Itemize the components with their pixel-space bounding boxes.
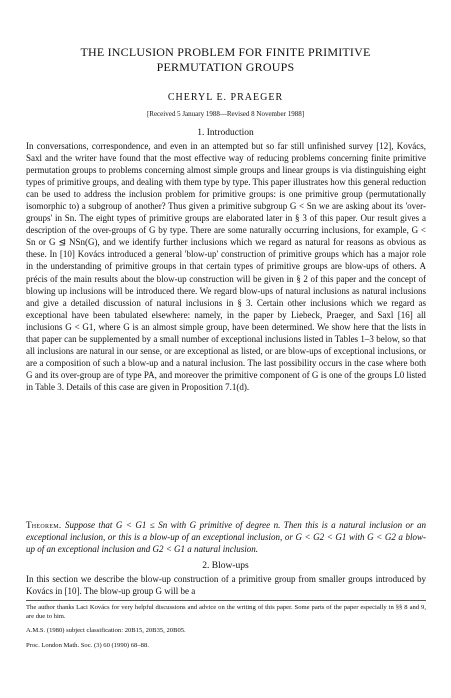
section-2-heading: 2. Blow-ups xyxy=(202,561,249,571)
paper-title-line-1: THE INCLUSION PROBLEM FOR FINITE PRIMITIVE xyxy=(80,45,371,59)
blow-ups-paragraph: In this section we describe the blow-up construction of a primitive group from smaller groups introduced by Kovács in [10]. The blow-up group G will be a xyxy=(26,574,426,597)
theorem-label: Theorem. xyxy=(26,520,62,530)
received-dates: [Received 5 January 1988—Revised 8 November 1988] xyxy=(146,110,305,118)
author-name: CHERYL E. PRAEGER xyxy=(167,92,284,103)
footnote-subject-classification: A.M.S. (1980) subject classification: 20B15, 20B35, 20B05. xyxy=(26,627,186,634)
footnote-acknowledgement: The author thanks Laci Kovács for very helpful discussions and advice on the writing of this paper. Some parts of the paper especially in §§ 8 and 9, are due to him. xyxy=(26,604,426,620)
theorem-paragraph xyxy=(26,519,426,555)
section-1-heading: 1. Introduction xyxy=(197,128,254,138)
footnote-journal-reference: Proc. London Math. Soc. (3) 60 (1990) 68–88. xyxy=(26,642,149,649)
paper-title-line-2: PERMUTATION GROUPS xyxy=(156,60,295,74)
footnote-rule xyxy=(26,600,426,601)
introduction-paragraph: In conversations, correspondence, and even in an attempted but so far still unfinished survey [12], Kovács, Saxl and the writer have found that the most effective way of reducing problems concerning finite primitive permutation groups to problems concerning almost simple groups and linear groups is via distinguishing eight types of primitive groups, and dealing with them type by type. This paper illustrates how this general reduction can be used to address the inclusion problem for primitive groups: is one primitive group (permutationally isomorphic to) a subgroup of another? Thus given a primitive subgroup G < Sn we are asking about its 'over-groups' in Sn. The eight types of primitive groups are elaborated later in § 3 of this paper. Our result gives a description of the over-groups of G by type. There are some naturally occurring inclusions, for example, G < Sn or G ⊴ NSn(G), and we identify further inclusions which we regard as natural for reasons as obvious as these. In [10] Kovács introduced a general 'blow-up' construction of primitive groups which has a major role in the understanding of primitive groups in that certain types of primitive groups are blow-ups of others. A précis of the main results about the blow-up construction will be given in § 2 of this paper and the concept of blowing up inclusions will be introduced there. We regard blow-ups of natural inclusions as natural inclusions and give a detailed discussion of natural inclusions in § 3. Certain other inclusions which we regard as exceptional have been tabulated elsewhere: namely, in the paper by Liebeck, Praeger, and Saxl [16] all inclusions G < G1, where G is an almost simple group, have been determined. We show here that the lists in that paper can be supplemented by a small number of exceptional inclusions listed in Tables 1–3 below, so that all inclusions are natural in our sense, or are exceptional as listed, or are blow-ups of exceptional inclusions, or are a composition of such a blow-up and a natural inclusion. The last possibility occurs in the case where both G and its over-group are of type PA, and moreover the primitive component of G is one of the groups L0 listed in Table 3. Details of this case are given in Proposition 7.1(d). xyxy=(26,141,426,392)
theorem-statement: Suppose that G < G1 ≤ Sn with G primitive of degree n. Then this is a natural inclusion or an exceptional inclusion, or this is a blow-up of an exceptional inclusion, or G < G2 < G1 with G < G2 a blow-up of an exceptional inclusion and G2 < G1 a natural inclusion. xyxy=(26,520,427,555)
